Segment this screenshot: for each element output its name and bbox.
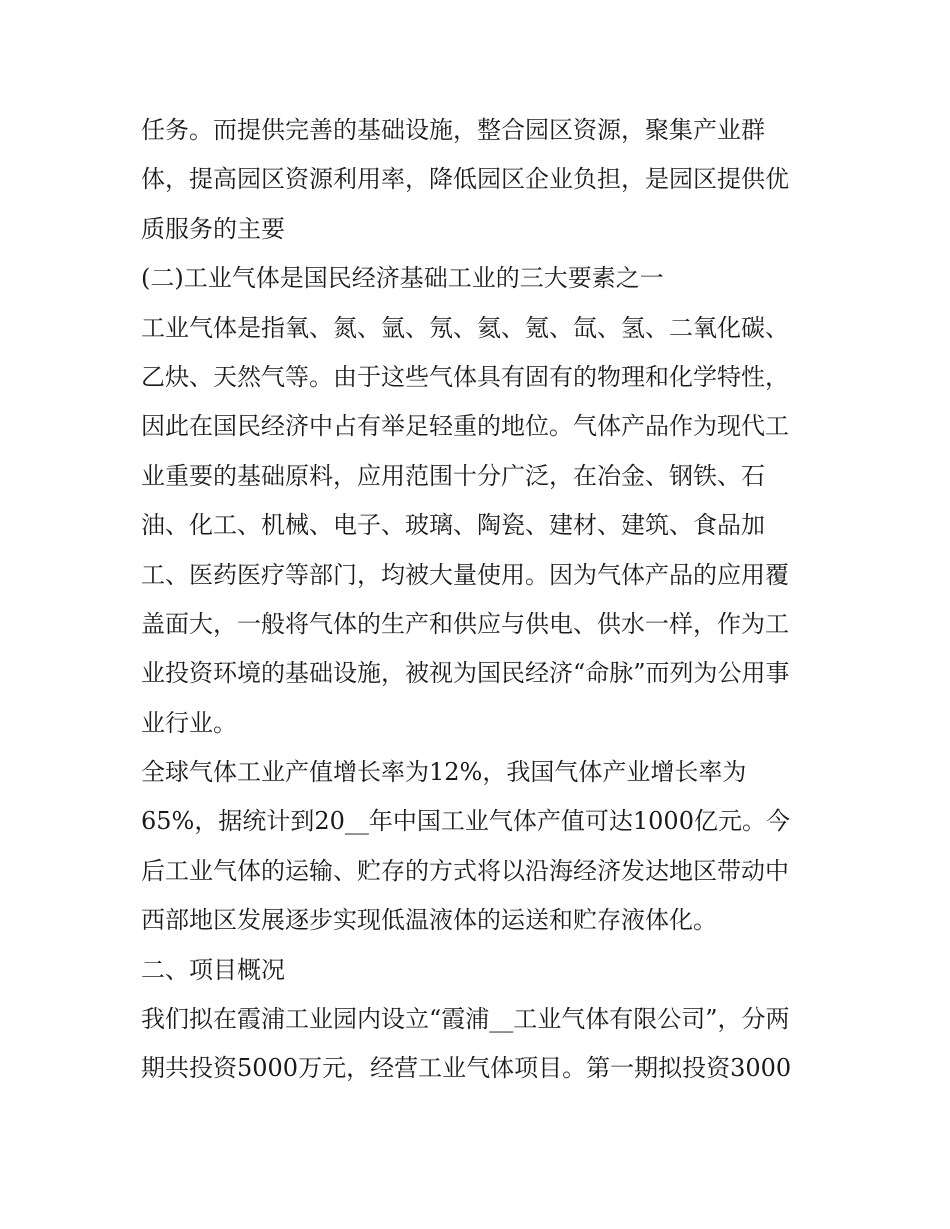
text-line: 任务。而提供完善的基础设施，整合园区资源，聚集产业群 <box>141 116 765 144</box>
text-line: 工业气体是指氧、氮、氩、氖、氦、氪、氙、氢、二氧化碳、 <box>141 313 789 342</box>
section-heading: (二)工业气体是国民经济基础工业的三大要素之一 <box>141 264 664 293</box>
text-line: 后工业气体的运输、贮存的方式将以沿海经济发达地区带动中 <box>141 856 789 885</box>
text-line: 西部地区发展逐步实现低温液体的运送和贮存液体化。 <box>141 906 717 935</box>
text-line: 期共投资5000万元，经营工业气体项目。第一期拟投资3000 <box>141 1054 792 1083</box>
text-line: 乙炔、天然气等。由于这些气体具有固有的物理和化学特性， <box>141 362 789 391</box>
text-line: 业重要的基础原料，应用范围十分广泛，在冶金、钢铁、石 <box>141 461 765 490</box>
document-body <box>141 106 821 1094</box>
section-heading: 二、项目概况 <box>141 955 285 984</box>
text-line: 体，提高园区资源利用率，降低园区企业负担，是园区提供优 <box>141 165 789 194</box>
text-line: 质服务的主要 <box>141 214 285 243</box>
text-line: 工、医药医疗等部门，均被大量使用。因为气体产品的应用覆 <box>141 560 789 589</box>
text-line: 65%，据统计到20__年中国工业气体产值可达1000亿元。今 <box>141 807 790 836</box>
text-line: 盖面大，一般将气体的生产和供应与供电、供水一样，作为工 <box>141 609 789 638</box>
text-line: 全球气体工业产值增长率为12%，我国气体产业增长率为 <box>141 758 747 787</box>
text-line: 因此在国民经济中占有举足轻重的地位。气体产品作为现代工 <box>141 412 789 441</box>
text-line: 业行业。 <box>141 708 237 737</box>
text-line: 油、化工、机械、电子、玻璃、陶瓷、建材、建筑、食品加 <box>141 511 765 540</box>
text-line: 业投资环境的基础设施，被视为国民经济“命脉”而列为公用事 <box>141 659 790 688</box>
text-line: 我们拟在霞浦工业园内设立“霞浦__工业气体有限公司”，分两 <box>141 1005 790 1034</box>
